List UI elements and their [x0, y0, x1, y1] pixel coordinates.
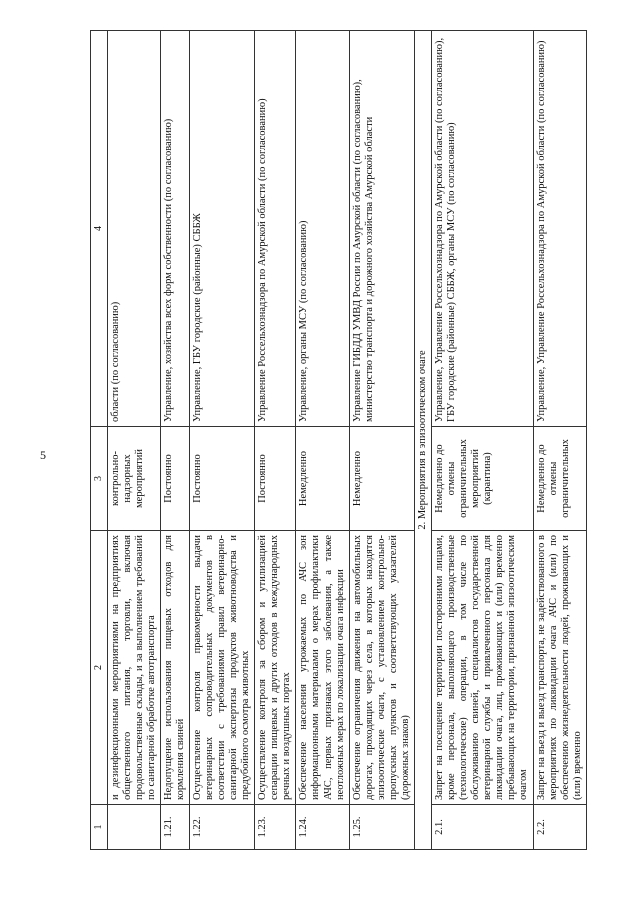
header-col-4: 4 — [91, 31, 108, 427]
measure-text: Обеспечение ограничения движения на автомобильных дорогах, проходящих через села, в которых находятся эпизоотические очаги, с установлением контрольно-пропускных пунктов и соответствующих указателей (дорожных знаков) — [349, 531, 414, 805]
term-text: Немедленно до отмены ограничительных мероприятий (карантина) — [432, 427, 534, 531]
table-row — [296, 31, 349, 850]
measure-text: и дезинфекционными мероприятиями на предприятиях общественного питания, торговли, включая продовольственные склады, и за выполнением требований по санитарной обработке автотранспорта — [107, 531, 160, 805]
row-number: 1.24. — [296, 805, 349, 850]
measure-text: Запрет на посещение территории посторонними лицами, кроме персонала, выполняющего производственные (технологические) операции, в том числе по обслуживанию свиней, специалистов государственной ветеринарной службы и привлеченного персонала для ликвидации очага, лиц, проживающих и (или) временно пребывающих на территории, признанной эпизоотическим очагом — [432, 531, 534, 805]
page-number: 5 — [40, 448, 46, 462]
row-number: 1.22. — [189, 805, 254, 850]
table-row — [107, 31, 160, 850]
responsible-text: Управление, органы МСУ (по согласованию) — [296, 31, 349, 427]
term-text: Немедленно — [296, 427, 349, 531]
rotated-page — [90, 30, 600, 850]
table-row — [255, 31, 296, 850]
row-number: 1.23. — [255, 805, 296, 850]
term-text: Немедленно — [349, 427, 414, 531]
responsible-text: Управление, ГБУ городские (районные) СББЖ — [189, 31, 254, 427]
row-number: 1.25. — [349, 805, 414, 850]
header-col-2: 2 — [91, 531, 108, 805]
row-number: 2.2. — [533, 805, 586, 850]
row-number: 1.21. — [160, 805, 189, 850]
measure-text: Осуществление контроля правомерности выдачи ветеринарных сопроводительных документов в соответствии с требованиями правил ветеринарно-санитарной экспертизы продуктов животноводства и предубойного осмотра животных — [189, 531, 254, 805]
row-number: 2.1. — [432, 805, 534, 850]
responsible-text: Управление Россельхознадзора по Амурской области (по согласованию) — [255, 31, 296, 427]
responsible-text: Управление, хозяйства всех форм собственности (по согласованию) — [160, 31, 189, 427]
measures-table — [90, 30, 587, 850]
term-text: Постоянно — [160, 427, 189, 531]
section-title: 2. Мероприятия в эпизоотическом очаге — [414, 31, 431, 850]
table-row — [189, 31, 254, 850]
responsible-text: Управление, Управление Россельхознадзора по Амурской области (по согласованию) — [533, 31, 586, 427]
table-header-row — [91, 31, 108, 850]
table-row — [432, 31, 534, 850]
section-header-row — [414, 31, 431, 850]
header-col-1: 1 — [91, 805, 108, 850]
row-number — [107, 805, 160, 850]
term-text: Постоянно — [189, 427, 254, 531]
table-row — [349, 31, 414, 850]
term-text: Немедленно до отмены ограничительных — [533, 427, 586, 531]
measure-text: Запрет на въезд и выезд транспорта, не задействованного в мероприятиях по ликвидации очага АЧС и (или) по обеспечению жизнедеятельности людей, проживающих и (или) временно — [533, 531, 586, 805]
responsible-text: Управление, Управление Россельхознадзора по Амурской области (по согласованию), ГБУ городские (районные) СББЖ, органы МСУ (по согласованию) — [432, 31, 534, 427]
measure-text: Осуществление контроля за сбором и утилизацией сепарации пищевых и других отходов в международных речных и воздушных портах — [255, 531, 296, 805]
term-text: Постоянно — [255, 427, 296, 531]
term-text: контрольно-надзорных мероприятий — [107, 427, 160, 531]
table-row — [533, 31, 586, 850]
header-col-3: 3 — [91, 427, 108, 531]
table-row — [160, 31, 189, 850]
responsible-text: области (по согласованию) — [107, 31, 160, 427]
responsible-text: Управление ГИБДД УМВД России по Амурской области (по согласованию), министерство транспорта и дорожного хозяйства Амурской области — [349, 31, 414, 427]
measure-text: Недопущение использования пищевых отходов для кормления свиней — [160, 531, 189, 805]
rotated-content — [90, 30, 600, 850]
measure-text: Обеспечение населения угрожаемых по АЧС зон информационными материалами о мерах профилактики АЧС, первых признаках этого заболевания, а также неотложных мерах по локализации очага инфекции — [296, 531, 349, 805]
